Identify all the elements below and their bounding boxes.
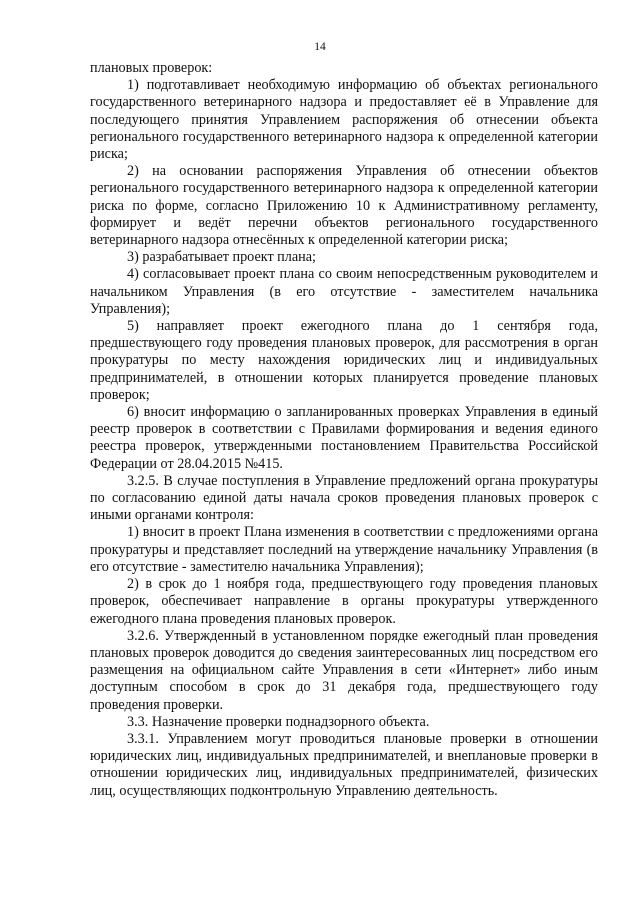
- paragraph-continuation: плановых проверок:: [90, 60, 213, 76]
- paragraph-item-2: 2) на основании распоряжения Управления об отнесении объектов регионального государственного ветеринарного надзора к определенной категории риска по форме, согласно Приложению 10 к Административному регламенту, формирует и ведёт перечни объектов регионального государственного ветеринарного надзора отнесённых к определенной категории риска;: [90, 163, 598, 249]
- paragraph-item-6: 6) вносит информацию о запланированных проверках Управления в единый реестр проверок в соответствии с Правилами формирования и ведения единого реестра проверок, утвержденными постановлением Правительства Российской Федерации от 28.04.2015 №415.: [90, 404, 598, 472]
- paragraph-section-3-2-5: 3.2.5. В случае поступления в Управление предложений органа прокуратуры по согласованию единой даты начала сроков проведения плановых проверок с иными органами контроля:: [90, 472, 598, 524]
- page-number: 14: [314, 41, 326, 53]
- paragraph-3-2-5-item-2: 2) в срок до 1 ноября года, предшествующего году проведения плановых проверок, обеспечивает направление в органы прокуратуры утвержденного ежегодного плана проведения плановых проверок.: [90, 576, 598, 627]
- paragraph-section-3-3-1: 3.3.1. Управлением могут проводиться плановые проверки в отношении юридических лиц, индивидуальных предпринимателей, и внеплановые проверки в отношении юридических лиц, индивидуальных предпринимателей, физических лиц, осуществляющих подконтрольную Управлению деятельность.: [90, 730, 598, 799]
- document-body: [90, 60, 598, 800]
- paragraph-item-1: 1) подготавливает необходимую информацию об объектах регионального государственного ветеринарного надзора и предоставляет её в Управление для последующего принятия Управлением распоряжения об отнесении объекта регионального государственного ветеринарного надзора к определенной категории риска;: [90, 77, 598, 163]
- paragraph-item-3: 3) разрабатывает проект плана;: [127, 249, 316, 266]
- paragraph-item-5: 5) направляет проект ежегодного плана до 1 сентября года, предшествующего году проведения плановых проверок, для рассмотрения в орган прокуратуры по месту нахождения юридических лиц и индивидуальных предпринимателей, в отношении которых планируется проведение плановых проверок;: [90, 318, 598, 403]
- paragraph-section-3-3: 3.3. Назначение проверки поднадзорного объекта.: [127, 713, 430, 730]
- paragraph-3-2-5-item-1: 1) вносит в проект Плана изменения в соответствии с предложениями органа прокуратуры и представляет последний на утверждение начальнику Управления (в его отсутствие - заместителю начальника Управления);: [90, 524, 598, 575]
- paragraph-item-4: 4) согласовывает проект плана со своим непосредственным руководителем и начальником Управления (в его отсутствие - заместителем начальника Управления);: [90, 266, 598, 317]
- paragraph-section-3-2-6: 3.2.6. Утвержденный в установленном порядке ежегодный план проведения плановых проверок доводится до сведения заинтересованных лиц посредством его размещения на официальном сайте Управления в сети «Интернет» либо иным доступным способом в срок до 31 декабря года, предшествующего году проведения проверки.: [90, 627, 598, 713]
